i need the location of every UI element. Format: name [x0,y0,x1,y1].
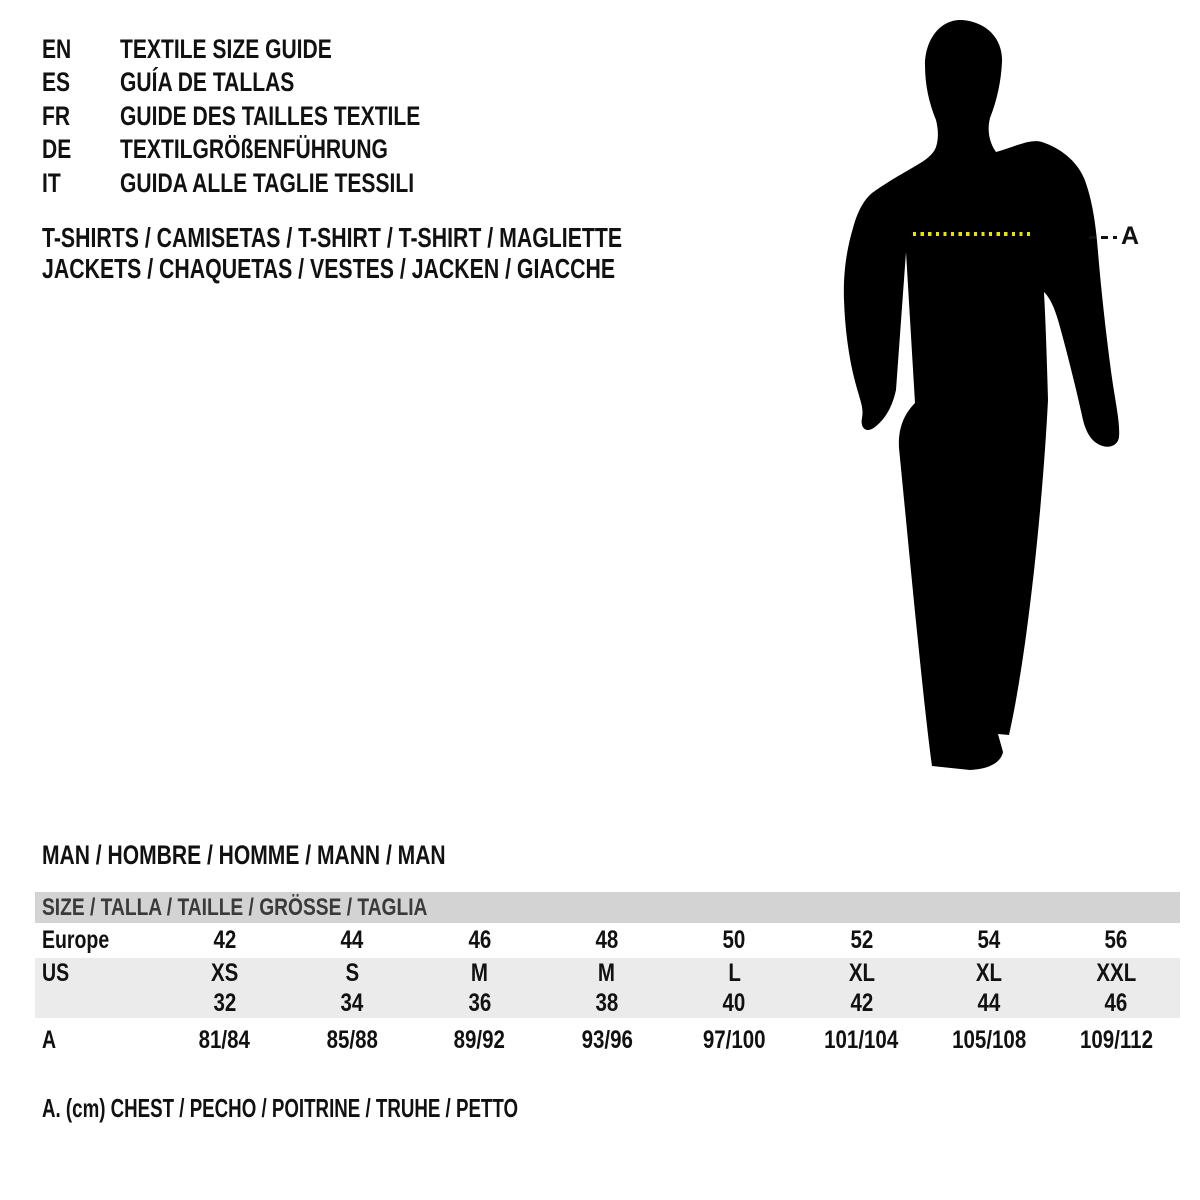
size-cell: 46 [1104,988,1128,1017]
size-cell: 42 [213,926,237,954]
size-cell: 44 [340,926,364,954]
table-row-us [35,958,1180,988]
size-cell: M [598,958,616,987]
row-label: A [42,1025,57,1054]
measurement-callout-line [1089,236,1117,239]
size-cell: 54 [977,926,1001,954]
language-row [42,33,505,66]
chest-measurement-line [913,232,1031,236]
size-cell: 38 [595,988,619,1017]
size-cell: 101/104 [824,1025,899,1054]
product-type-block [42,222,805,284]
size-cell: 105/108 [951,1025,1026,1054]
size-cell: 81/84 [199,1025,251,1054]
size-cell: 44 [977,988,1001,1017]
size-table [35,892,1180,1062]
size-cell: 56 [1104,926,1128,954]
language-title: GUIDE DES TAILLES TEXTILE [120,100,421,131]
size-cell: 52 [850,926,873,954]
size-cell: 109/112 [1079,1025,1153,1054]
size-cell: S [345,958,359,987]
size-cell: XS [211,958,239,987]
table-row-chest-cm [35,1018,1180,1062]
language-code: EN [42,34,72,64]
size-cell: 97/100 [702,1025,766,1054]
measurement-label-a: A [1121,222,1140,250]
language-code: DE [42,134,72,165]
size-cell: XL [848,958,875,987]
language-title-list [42,33,505,200]
language-title: TEXTILGRÖßENFÜHRUNG [120,134,388,165]
language-row [42,133,505,166]
row-label: US [42,958,70,987]
man-silhouette-shape [844,20,1119,770]
size-cell: 42 [850,988,873,1017]
size-cell: XXL [1096,958,1137,987]
size-cell: 34 [340,988,364,1017]
size-cell: M [470,958,488,987]
row-label: Europe [42,926,110,954]
language-title: TEXTILE SIZE GUIDE [120,34,332,64]
language-code: ES [42,67,71,98]
size-cell: L [727,958,741,987]
language-row [42,66,505,99]
size-cell: XL [975,958,1003,987]
language-row [42,167,505,200]
language-title: GUIDA ALLE TAGLIE TESSILI [120,167,415,198]
size-cell: 93/96 [581,1025,633,1054]
language-code: FR [42,100,71,131]
measurement-legend: A. (cm) CHEST / PECHO / POITRINE / TRUHE / PETTO [42,1093,519,1123]
size-cell: 48 [595,926,619,954]
language-title: GUÍA DE TALLAS [120,67,295,98]
size-cell: 32 [213,988,237,1017]
size-cell: 36 [468,988,491,1017]
size-cell: 50 [722,926,746,954]
size-table-header: SIZE / TALLA / TAILLE / GRÖSSE / TAGLIA [35,892,1180,923]
section-heading: MAN / HOMBRE / HOMME / MANN / MAN [42,840,446,870]
product-type-line: JACKETS / CHAQUETAS / VESTES / JACKEN / GIACCHE [42,253,616,284]
size-cell: 89/92 [453,1025,506,1054]
language-row [42,100,505,133]
size-cell: 85/88 [326,1025,378,1054]
product-type-line: T-SHIRTS / CAMISETAS / T-SHIRT / T-SHIRT / MAGLIETTE [42,222,623,253]
size-cell: 40 [722,988,746,1017]
table-row-europe [35,923,1180,958]
language-code: IT [42,167,61,198]
table-row-numeric [35,988,1180,1018]
size-cell: 46 [468,926,491,954]
